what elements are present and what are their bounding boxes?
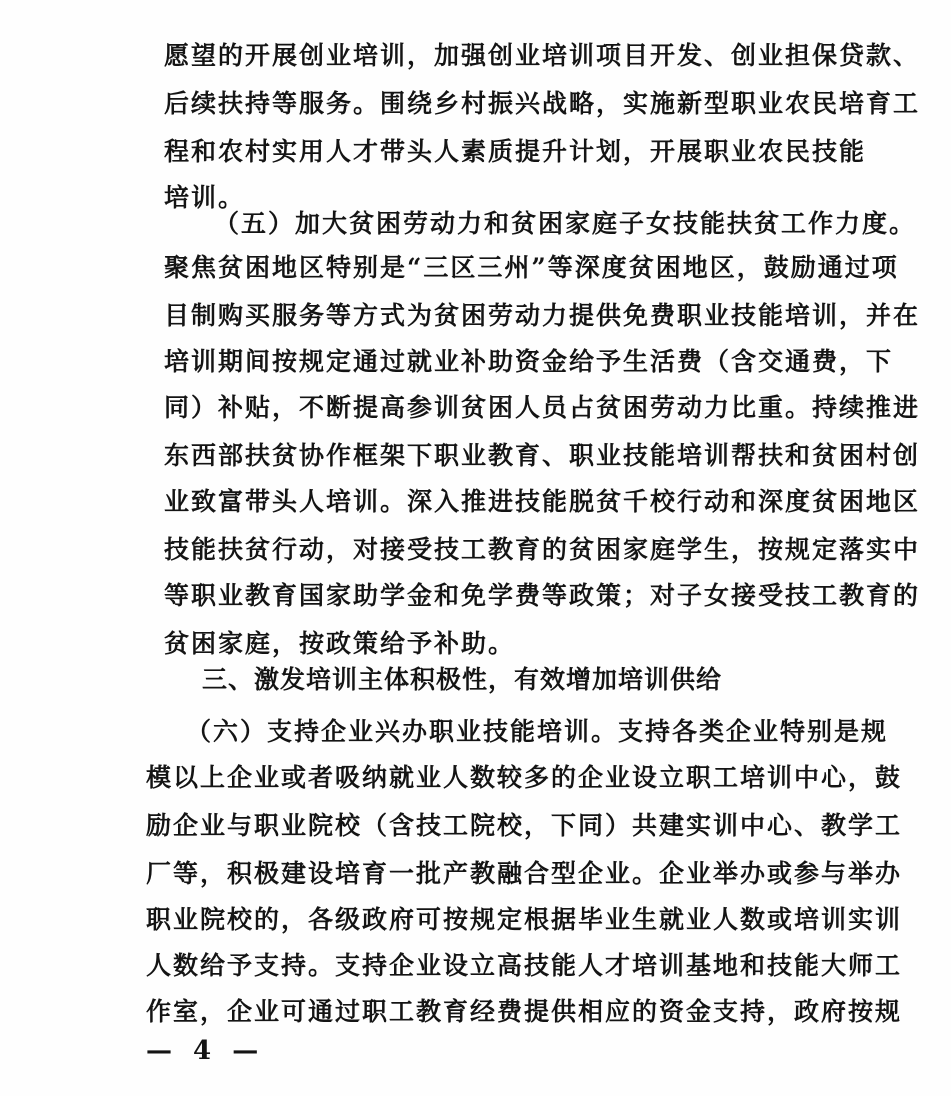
paragraph-line: 模以上企业或者吸纳就业人数较多的企业设立职工培训中心，鼓 bbox=[146, 763, 903, 792]
paragraph-line: 等职业教育国家助学金和免学费等政策；对子女接受技工教育的 bbox=[164, 581, 921, 610]
paragraph-line: 业致富带头人培训。深入推进技能脱贫千校行动和深度贫困地区 bbox=[164, 487, 921, 516]
paragraph-line: 培训期间按规定通过就业补助资金给予生活费（含交通费，下 bbox=[164, 347, 894, 376]
paragraph-line: 同）补贴，不断提高参训贫困人员占贫困劳动力比重。持续推进 bbox=[164, 393, 921, 422]
paragraph-line: 厂等，积极建设培育一批产教融合型企业。企业举办或参与举办 bbox=[146, 859, 903, 888]
section-heading: 三、激发培训主体积极性，有效增加培训供给 bbox=[202, 665, 723, 694]
subsection-heading: （五）加大贫困劳动力和贫困家庭子女技能扶贫工作力度。 bbox=[214, 209, 917, 238]
paragraph-line: 人数给予支持。支持企业设立高技能人才培训基地和技能大师工 bbox=[146, 951, 903, 980]
paragraph-line: 目制购买服务等方式为贫困劳动力提供免费职业技能培训，并在 bbox=[164, 301, 921, 330]
paragraph-line: 程和农村实用人才带头人素质提升计划，开展职业农民技能 bbox=[164, 137, 867, 166]
paragraph-line: 作室，企业可通过职工教育经费提供相应的资金支持，政府按规 bbox=[146, 997, 903, 1026]
page-number: — 4 — bbox=[146, 1036, 265, 1066]
paragraph-line: 职业院校的，各级政府可按规定根据毕业生就业人数或培训实训 bbox=[146, 905, 903, 934]
paragraph-line: 东西部扶贫协作框架下职业教育、职业技能培训帮扶和贫困村创 bbox=[164, 441, 921, 470]
paragraph-line: 愿望的开展创业培训，加强创业培训项目开发、创业担保贷款、 bbox=[164, 41, 921, 70]
paragraph-line: 培训。 bbox=[164, 183, 246, 212]
paragraph-line: 励企业与职业院校（含技工院校，下同）共建实训中心、教学工 bbox=[146, 811, 903, 840]
subsection-heading: （六）支持企业兴办职业技能培训。支持各类企业特别是规 bbox=[186, 717, 889, 746]
paragraph-line: 后续扶持等服务。围绕乡村振兴战略，实施新型职业农民培育工 bbox=[164, 89, 921, 118]
paragraph-line: 技能扶贫行动，对接受技工教育的贫困家庭学生，按规定落实中 bbox=[164, 535, 921, 564]
paragraph-line: 聚焦贫困地区特别是“三区三州”等深度贫困地区，鼓励通过项 bbox=[164, 253, 899, 282]
paragraph-line: 贫困家庭，按政策给予补助。 bbox=[164, 629, 516, 658]
